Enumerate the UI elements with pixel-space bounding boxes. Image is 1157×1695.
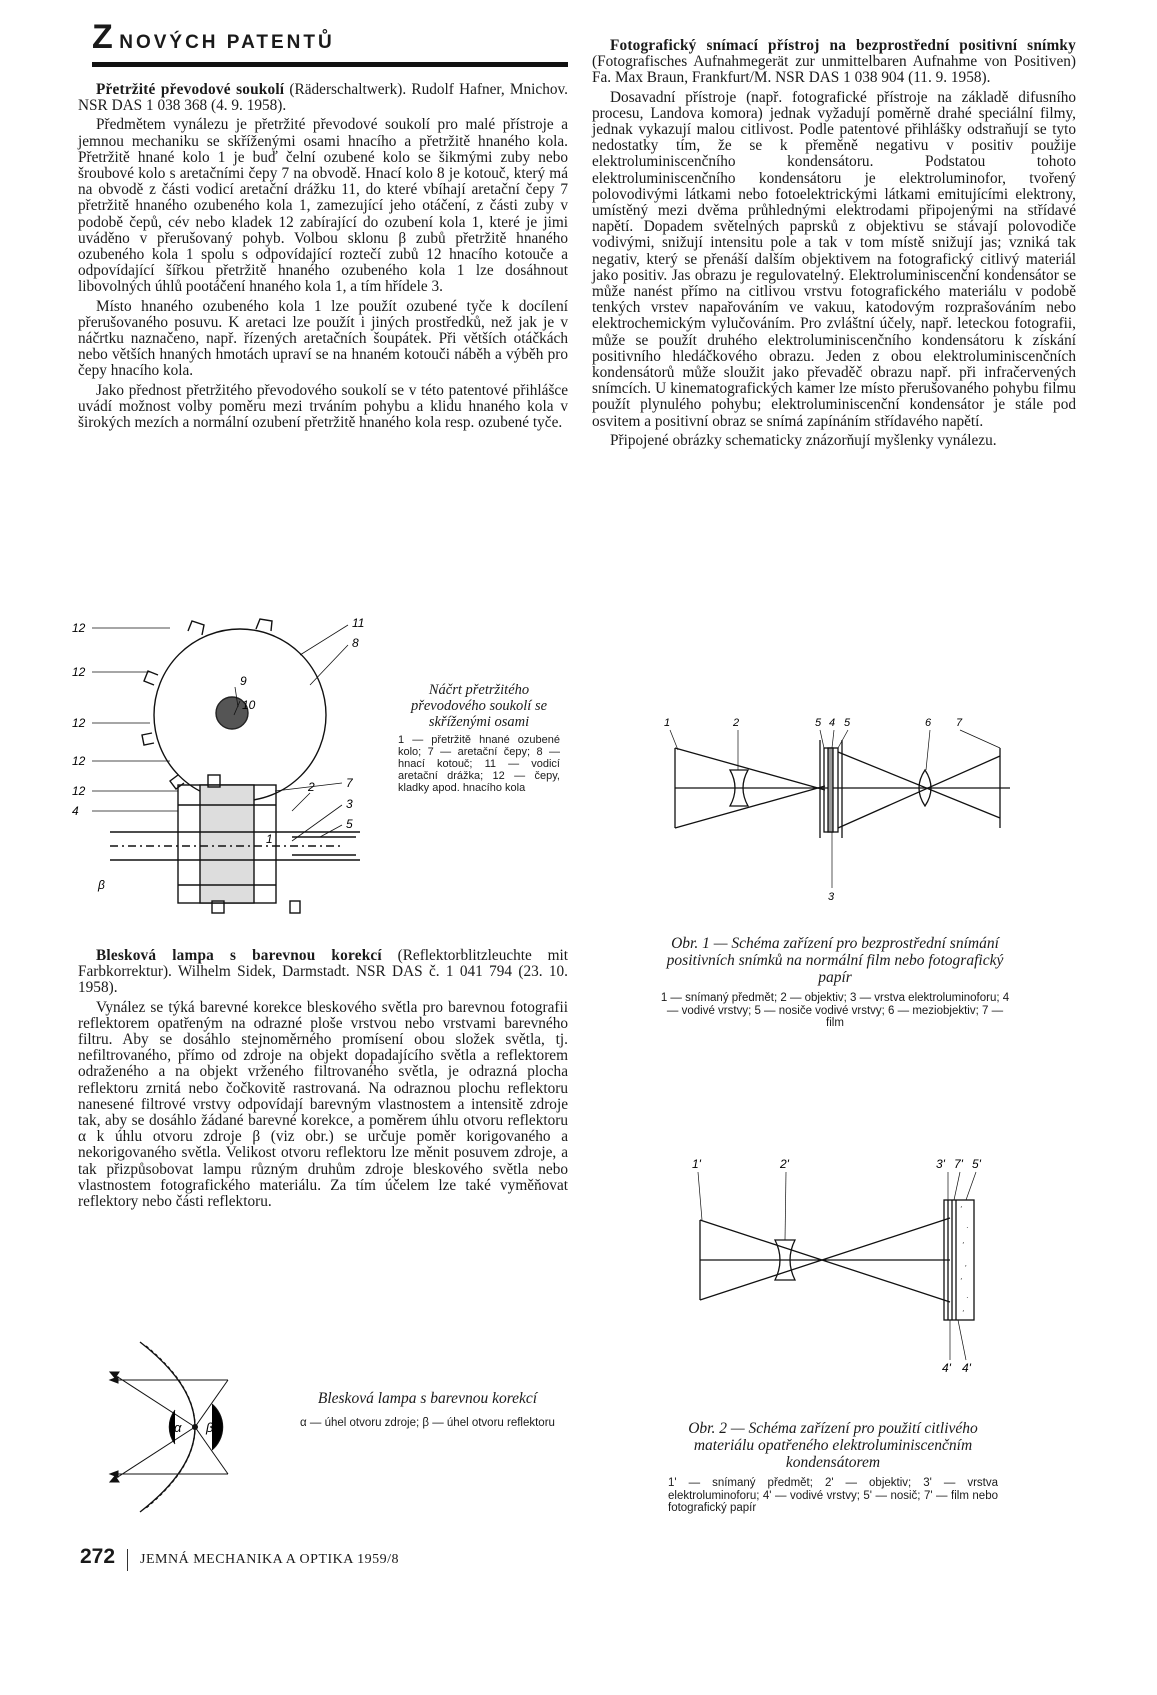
- fig-label: 3: [828, 891, 835, 903]
- paragraph: Jako přednost přetržitého převodového soukolí se v této patentové přihlášce uvádí možnost volby poměru mezi trváním pohybu a klidu hnaného kola v širokých mezích a normální ozubení přetržitě hnaného kola resp. ozubené tyče.: [78, 381, 568, 432]
- article-flash-lamp: [78, 948, 568, 1210]
- paragraph: Vynález se týká barevné korekce bleskového světla pro barevnou fotografii reflektorem opatřeným na odrazné ploše vrstvou nebo vrstvami barevného filtru. Aby se dosáhlo stejnoměrného promísení obou složek světla, tj. nefiltrovaného, přímo od zdroje na objekt dopadajícího světla a reflektorem odraženého a na objekt vrženého filtrovaného světla, je odrazná plocha reflektoru zrnitá nebo čočkovitě rastrovaná. Na odraznou plochu reflektoru nanesené filtrové vrstvy odpovídají barevným vlastnostem a intensitě zdroje tak, aby se dosáhlo žádané barevné korekce, a poměrem úhlu otvoru reflektoru α k úhlu otvoru zdroje β (viz obr.) se určuje poměr korigovaného a nekorigovaného světla. Velikost otvoru reflektoru lze měnit posuvem zdroje, a tak přizpůsobovat lampu různým druhům zdroje bleskového světla nebo vlastnostem fotografického materiálu. Za tím účelem lze také vyměňovat reflektory nebo části reflektoru.: [78, 998, 568, 1211]
- fig-label: 3: [346, 797, 353, 811]
- fig-label: 4': [962, 1361, 971, 1375]
- svg-text:·: ·: [966, 1223, 969, 1232]
- fig-label: β: [98, 878, 105, 892]
- figure-legend: 1 — snímaný předmět; 2 — objektiv; 3 — vrstva elektroluminoforu; 4 — vodivé vrstvy; 5 — nosiče vodivé vrstvy; 6 — meziobjektiv; 7 — film: [660, 992, 1010, 1029]
- page-footer: [80, 1545, 399, 1571]
- obr1-figure: [660, 708, 1020, 908]
- article-meta: (Fotografisches Aufnahmegerät zur unmittelbaren Aufnahme von Positiven) Fa. Max Braun, Frankfurt/M. NSR DAS 1 038 904 (11. 9. 1958).: [592, 53, 1076, 87]
- fig-label: 5: [844, 717, 851, 729]
- fig-label: 10: [242, 698, 256, 712]
- obr2-figure: [690, 1150, 1020, 1380]
- page-number: 272: [80, 1545, 116, 1568]
- journal-name: JEMNÁ MECHANIKA A OPTIKA 1959/8: [140, 1552, 400, 1567]
- fig-label: 4': [942, 1361, 951, 1375]
- figure-caption: Obr. 1 — Schéma zařízení pro bezprostřední snímání positivních snímků na normální film nebo fotografický papír: [666, 935, 1004, 986]
- fig-label: 5': [972, 1157, 981, 1171]
- fig-label: 1: [266, 832, 273, 846]
- fig-label: 12: [72, 784, 86, 798]
- article-positive-camera: [592, 38, 1076, 449]
- svg-text:': ': [962, 1241, 964, 1250]
- gear-figure-caption-block: [398, 682, 560, 794]
- heading-rest: NOVÝCH PATENTŮ: [119, 32, 335, 53]
- paragraph: Předmětem vynálezu je přetržité převodové soukolí pro malé přístroje a jemnou mechaniku se skříženými osami hnacího a přetržitě hnaného kola. Přetržitě hnané kolo 1 je buď čelní ozubené kolo se šikmými zuby nebo šroubové kolo s aretačními čepy 7 na obvodě. Hnací kolo 8 je kotouč, který má na obvodě z části vodicí aretační drážku 11, do které vbíhají aretační čepy 7 přetržitě hnaného ozubeného kola 1, zamezující jeho otáčení, z části zuby v podobě čepů, cév nebo kladek 12 zabírající do ozubení kola 1, které je jimi uváděno v přerušovaný pohyb. Volbou sklonu β zubů přetržitě hnaného ozubeného kola 1 spolu s odpovídající roztečí zubů 12 hnacího kotouče a odpovídající šířkou přetržitě hnaného ozubeného kola 1 lze dosáhnout libovolných úhlů pootáčení hnaného kola 1, a tím hřídele 3.: [78, 116, 568, 296]
- fig-label: 7: [956, 717, 963, 729]
- fig-label: 7': [954, 1157, 963, 1171]
- fig-label: 12: [72, 621, 86, 635]
- heading-rule: [92, 62, 568, 67]
- flash-lamp-figure: [100, 1332, 280, 1522]
- section-heading: [92, 18, 335, 57]
- fig-label: 6: [925, 717, 932, 729]
- figure-caption: Náčrt přetržitého převodového soukolí se skříženými osami: [410, 682, 548, 730]
- article-meta: (Reflektorblitzleuchte mit Farbkorrektur). Wilhelm Sidek, Darmstadt. NSR DAS č. 1 041 794 (23. 10. 1958).: [78, 947, 568, 997]
- article-interrupted-gear: [78, 82, 568, 431]
- article-meta: (Räderschaltwerk). Rudolf Hafner, Mnichov. NSR DAS 1 038 368 (4. 9. 1958).: [78, 81, 568, 115]
- fig-label: 4: [72, 804, 79, 818]
- fig-label: 12: [72, 665, 86, 679]
- paragraph: Dosavadní přístroje (např. fotografické přístroje na základě difusního procesu, Landova komora) jednak vyžadují poměrně drahé speciální filmy, jednak vykazují malou citlivost. Podle patentové přihlášky odstraňují se tyto nedostatky tím, že se k přeměně negativu v positiv použije elektroluminiscenčního kondensátoru. Podstatou tohoto elektroluminiscenčního kondensátoru je elektroluminofor, tvořený polovodivými látkami nebo fotoelektrickými látkami emitujícími elektrony, umístěný mezi dvěma průhlednými elektrodami připojenými na střídavé napětí. Dopadem světelných paprsků z objektivu se stávají polovodiče vodivými, snižují intensitu pole a tak v tom místě snižují jas; vzniká tak negativ, který se přenáší dalším objektivem na fotografický citlivý materiál jako positiv. Jas obrazu je regulovatelný. Elektroluminiscenční kondensátor se může nanést přímo na citlivou vrstvu fotografického materiálu v podobě tenkých vrstev napařováním ve vakuu, katodovým rozprašováním nebo elektrochemickým vylučováním. Pro zvláštní účely, např. leteckou fotografii, může se použít druhého elektroluminiscenčního kondensátoru k získání positivního hledáčkového obrazu. Jeden z obou elektroluminiscenčních kondensátorů může sloužit jako převaděč obrazu např. při infračervených snímcích. U kinematografických kamer lze místo přerušovaného pohybu filmu použít plynulého pohybu; elektroluminiscenční kondensátor je stále pod osvitem a positivní obraz se snímá zapínáním střídavého napětí.: [592, 88, 1076, 430]
- article-title: Přetržité převodové soukolí: [96, 81, 285, 98]
- svg-text:': ': [960, 1205, 962, 1214]
- fig-label: 8: [352, 636, 359, 650]
- obr2-caption-block: [668, 1420, 998, 1515]
- figure-legend: 1' — snímaný předmět; 2' — objektiv; 3' — vrstva elektroluminoforu; 4' — vodivé vrstvy; 5' — nosič; 7' — film nebo fotografický papír: [668, 1477, 998, 1514]
- fig-label: 12: [72, 754, 86, 768]
- fig-label: 1: [664, 717, 671, 729]
- svg-text:': ': [962, 1309, 964, 1318]
- fig-label: 1': [692, 1157, 701, 1171]
- figure-caption: Obr. 2 — Schéma zařízení pro použití citlivého materiálu opatřeného elektroluminiscenčním kondensátorem: [688, 1420, 978, 1471]
- fig-label: 5: [346, 817, 353, 831]
- article-title: Blesková lampa s barevnou korekcí: [96, 947, 382, 964]
- obr1-caption-block: [660, 935, 1010, 1030]
- fig-label: 9: [240, 674, 247, 688]
- svg-text:·: ·: [966, 1293, 969, 1302]
- flash-figure-caption-block: [290, 1390, 565, 1430]
- fig-label: β: [206, 1420, 214, 1435]
- fig-label: 2: [308, 780, 315, 794]
- fig-label: 7: [346, 776, 353, 790]
- fig-label: 3': [936, 1157, 945, 1171]
- paragraph: Připojené obrázky schematicky znázorňují myšlenky vynálezu.: [610, 431, 997, 449]
- figure-legend: 1 — přetržitě hnané ozubené kolo; 7 — aretační čepy; 8 — hnací kotouč; 11 — vodicí aretační drážka; 12 — čepy, kladky apod. hnacího kola: [398, 734, 560, 794]
- figure-legend: α — úhel otvoru zdroje; β — úhel otvoru reflektoru: [300, 1417, 555, 1429]
- heading-initial: Z: [92, 18, 113, 56]
- svg-text:': ': [960, 1277, 962, 1286]
- fig-label: 12: [72, 716, 86, 730]
- fig-label: 2: [733, 717, 740, 729]
- footer-divider: [127, 1549, 128, 1571]
- paragraph: Místo hnaného ozubeného kola 1 lze použít ozubené tyče k docílení přerušovaného posuvu. K aretaci lze použít i jiných prostředků, než jak je v náčrtku naznačeno, např. řízených aretačních šoupátek. Při větších otáčkách nebo větších hnaných hmotách upraví se na hnaném kotouči náběh a výběh pro čepy hnacího kola.: [78, 297, 568, 380]
- gear-figure: [70, 615, 400, 935]
- fig-label: 5: [815, 717, 822, 729]
- fig-label: 2': [780, 1157, 789, 1171]
- figure-caption: Blesková lampa s barevnou korekcí: [317, 1390, 538, 1407]
- fig-label: α: [174, 1420, 182, 1435]
- svg-text:,: ,: [965, 1259, 968, 1268]
- fig-label: 11: [352, 616, 365, 630]
- article-title: Fotografický snímací přístroj na bezprostřední positivní snímky: [610, 37, 1076, 54]
- fig-label: 4: [829, 717, 836, 729]
